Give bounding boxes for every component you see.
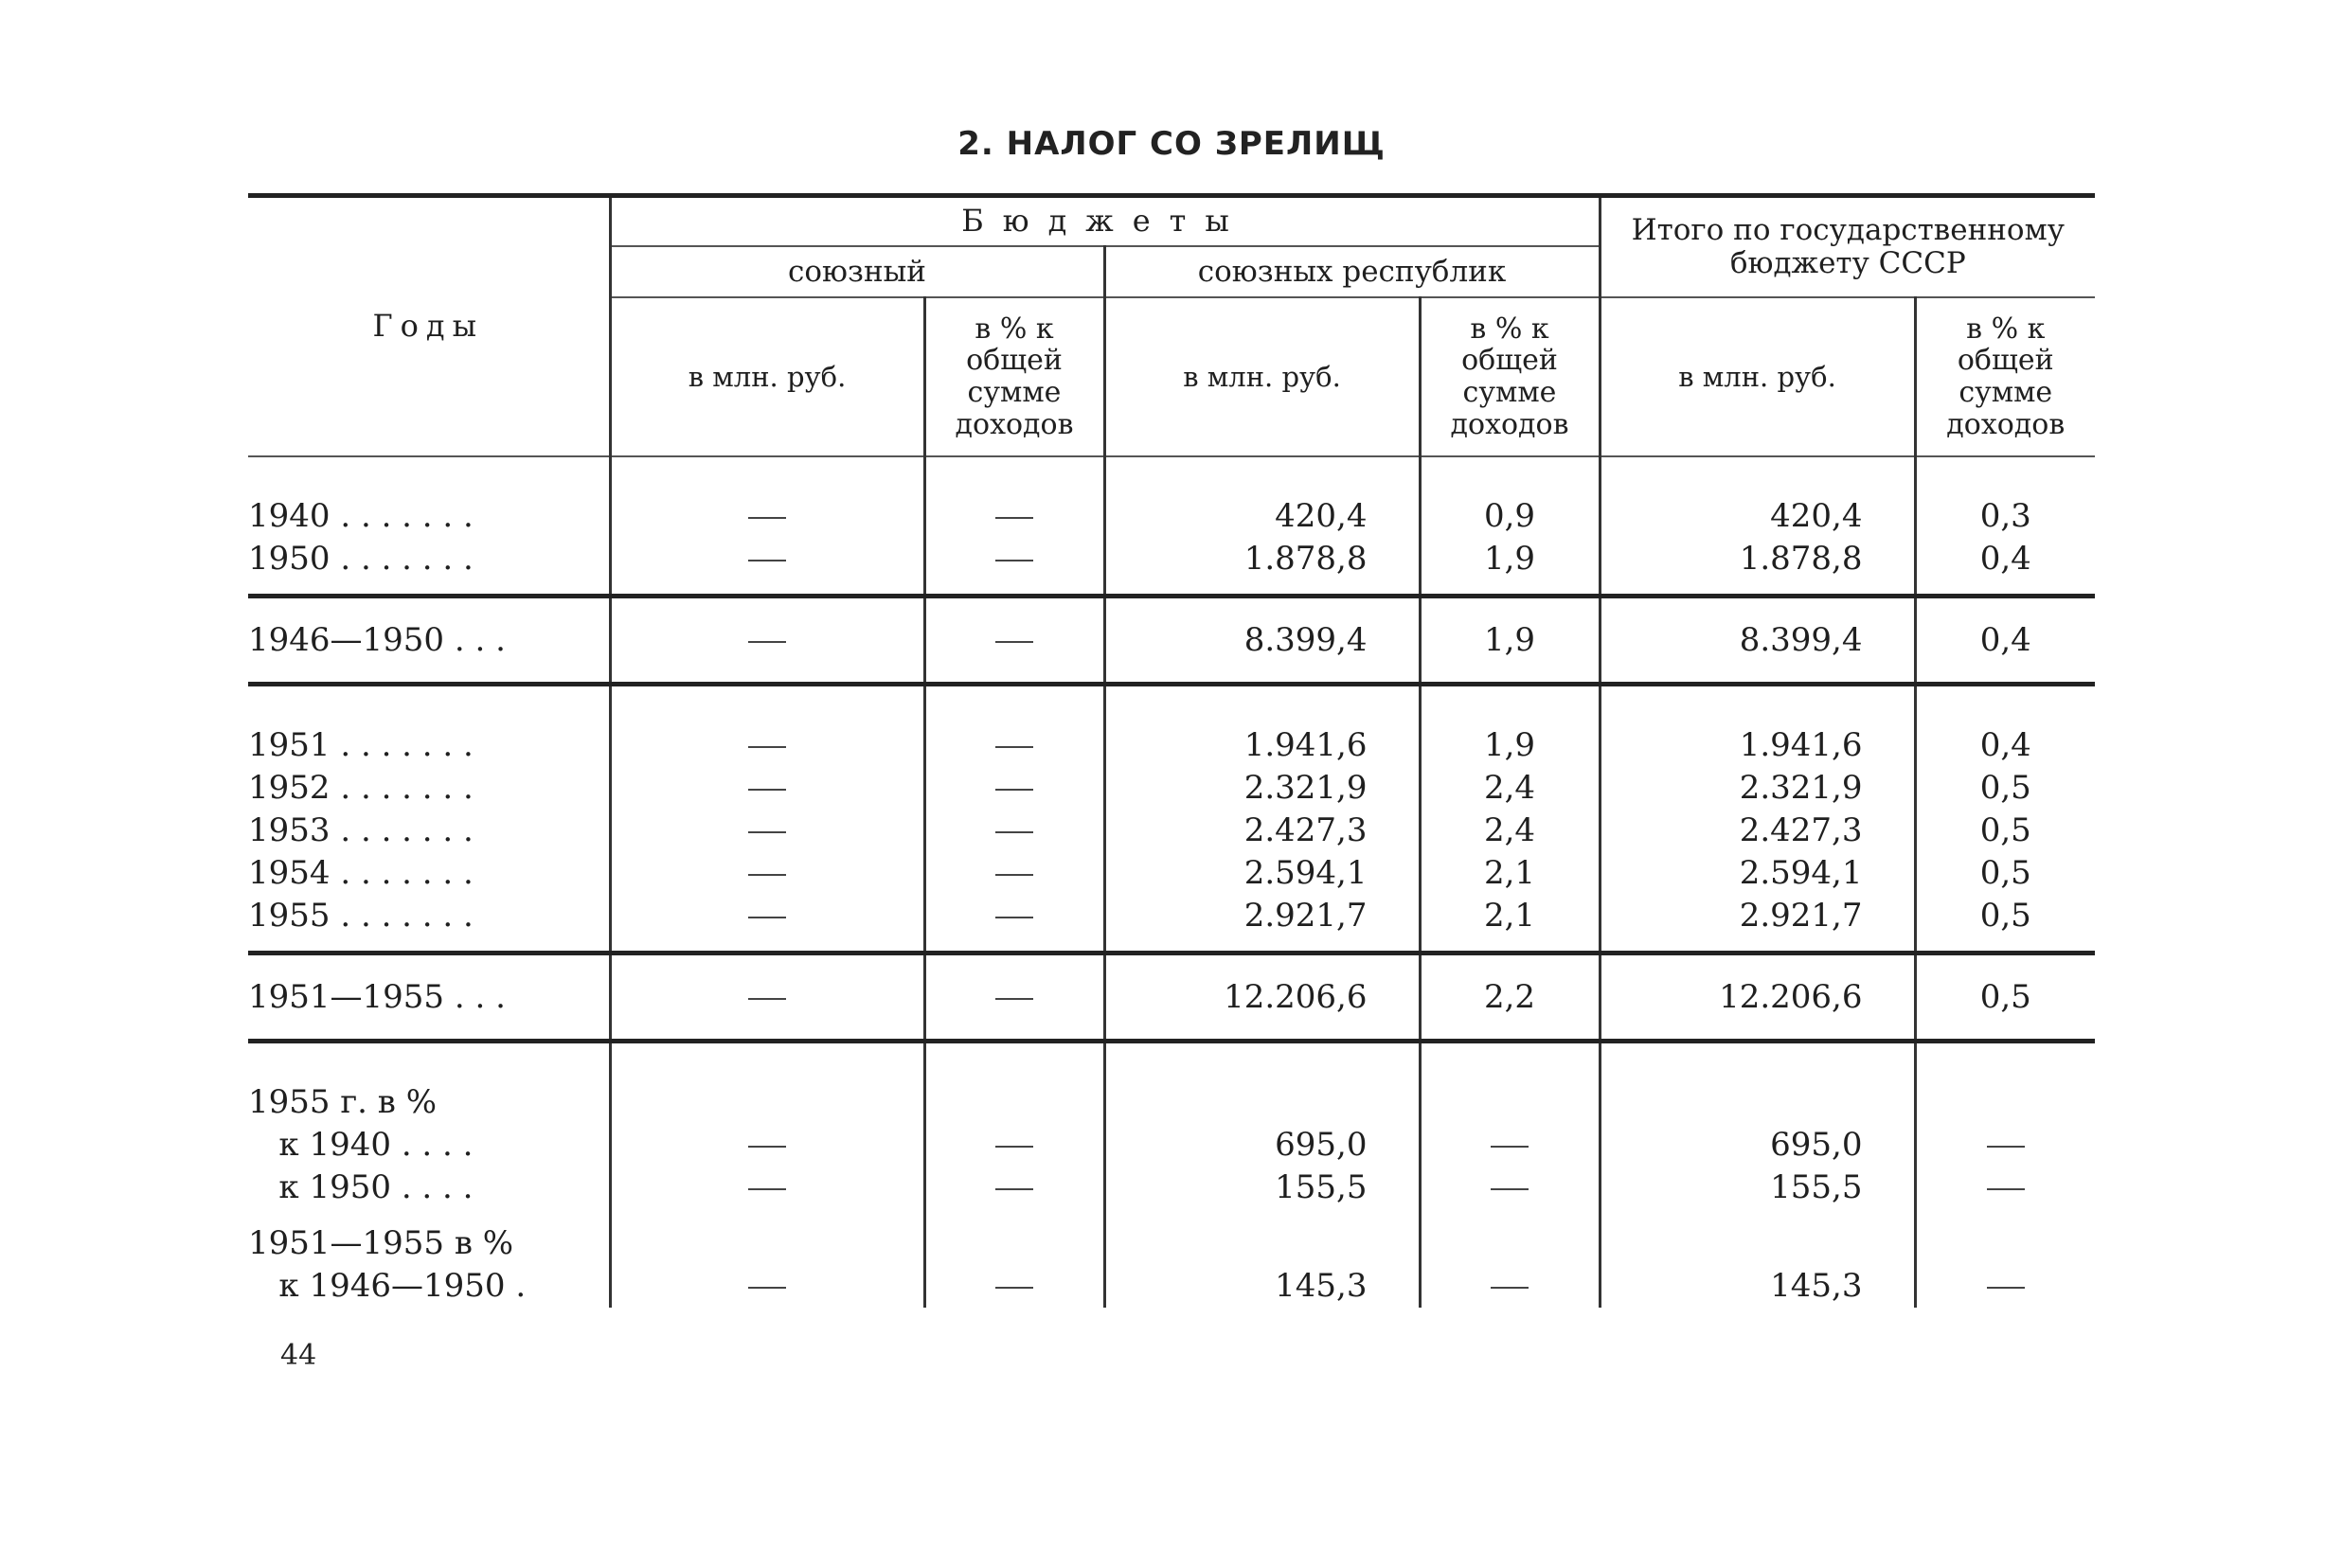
table-body bbox=[248, 456, 2095, 1308]
dash-mark bbox=[995, 1188, 1033, 1190]
cell-u-pct bbox=[924, 1265, 1104, 1308]
dash-mark bbox=[748, 560, 786, 561]
cell-u-mln bbox=[610, 895, 924, 937]
cell-u-pct bbox=[924, 1081, 1104, 1124]
header-republics: союзных республик bbox=[1104, 246, 1600, 297]
cell-u-pct bbox=[924, 767, 1104, 810]
cell-r-mln: 420,4 bbox=[1104, 495, 1420, 538]
header-republics-pct: в % к общей сумме доходов bbox=[1420, 297, 1600, 456]
dash-mark bbox=[1491, 1287, 1529, 1289]
spacer-cell bbox=[610, 1042, 924, 1082]
row-label: 1950 . . . . . . . bbox=[248, 538, 610, 580]
spacer-cell bbox=[1915, 580, 2095, 597]
cell-r-pct: 2,1 bbox=[1420, 895, 1600, 937]
spacer-cell bbox=[1915, 456, 2095, 495]
cell-r-pct: 0,9 bbox=[1420, 495, 1600, 538]
spacer-cell bbox=[1104, 937, 1420, 953]
spacer-cell bbox=[1104, 1209, 1420, 1222]
dash-mark bbox=[995, 789, 1033, 791]
cell-t-mln: 2.921,7 bbox=[1600, 895, 1915, 937]
dash-mark bbox=[748, 998, 786, 1000]
spacer-cell bbox=[1600, 937, 1915, 953]
header-budgets: Бюджеты bbox=[610, 196, 1600, 247]
table-row bbox=[248, 495, 2095, 538]
spacer-cell bbox=[1420, 580, 1600, 597]
cell-r-pct bbox=[1420, 1222, 1600, 1265]
row-label: 1953 . . . . . . . bbox=[248, 810, 610, 852]
cell-r-mln: 145,3 bbox=[1104, 1265, 1420, 1308]
cell-r-mln: 155,5 bbox=[1104, 1167, 1420, 1209]
cell-t-pct: 0,5 bbox=[1915, 953, 2095, 1042]
header-total: Итого по государственному бюджету СССР bbox=[1600, 196, 2095, 298]
dash-mark bbox=[748, 874, 786, 876]
row-label: 1952 . . . . . . . bbox=[248, 767, 610, 810]
cell-u-mln bbox=[610, 1265, 924, 1308]
dash-mark bbox=[748, 789, 786, 791]
spacer-cell bbox=[1104, 685, 1420, 725]
cell-t-mln: 1.941,6 bbox=[1600, 724, 1915, 767]
dash-mark bbox=[748, 1188, 786, 1190]
cell-t-pct bbox=[1915, 1167, 2095, 1209]
table-row bbox=[248, 1265, 2095, 1308]
row-label: к 1950 . . . . bbox=[248, 1167, 610, 1209]
spacer-cell bbox=[1600, 685, 1915, 725]
spacer-cell bbox=[1600, 580, 1915, 597]
cell-r-pct: 2,2 bbox=[1420, 953, 1600, 1042]
cell-t-pct: 0,4 bbox=[1915, 597, 2095, 685]
row-label: 1951 . . . . . . . bbox=[248, 724, 610, 767]
cell-r-mln: 2.427,3 bbox=[1104, 810, 1420, 852]
spacer-cell bbox=[924, 1042, 1104, 1082]
cell-r-pct bbox=[1420, 1081, 1600, 1124]
cell-t-mln: 2.321,9 bbox=[1600, 767, 1915, 810]
cell-t-mln: 420,4 bbox=[1600, 495, 1915, 538]
dash-mark bbox=[748, 517, 786, 519]
dash-mark bbox=[1987, 1188, 2025, 1190]
cell-u-pct bbox=[924, 538, 1104, 580]
cell-r-mln: 2.321,9 bbox=[1104, 767, 1420, 810]
cell-t-pct bbox=[1915, 1081, 2095, 1124]
cell-u-pct bbox=[924, 1167, 1104, 1209]
dash-mark bbox=[995, 1146, 1033, 1148]
dash-mark bbox=[748, 917, 786, 918]
spacer-cell bbox=[1600, 456, 1915, 495]
table-row bbox=[248, 538, 2095, 580]
header-republics-mln: в млн. руб. bbox=[1104, 297, 1420, 456]
spacer-cell bbox=[1420, 456, 1600, 495]
dash-mark bbox=[995, 1287, 1033, 1289]
cell-t-pct: 0,4 bbox=[1979, 726, 2031, 764]
spacer-cell bbox=[610, 685, 924, 725]
dash-mark bbox=[995, 746, 1033, 748]
cell-t-mln: 1.878,8 bbox=[1600, 538, 1915, 580]
cell-t-mln: 2.427,3 bbox=[1600, 810, 1915, 852]
dash-mark bbox=[995, 517, 1033, 519]
cell-u-pct bbox=[924, 810, 1104, 852]
spacer-cell bbox=[248, 580, 610, 597]
cell-u-mln bbox=[610, 1081, 924, 1124]
cell-t-mln: 145,3 bbox=[1600, 1265, 1915, 1308]
row-label: 1951—1955 . . . bbox=[248, 953, 610, 1042]
spacer-cell bbox=[248, 456, 610, 495]
cell-u-pct bbox=[924, 1124, 1104, 1167]
cell-t-pct: 0,5 bbox=[1979, 854, 2031, 892]
cell-u-mln bbox=[610, 1167, 924, 1209]
spacer-cell bbox=[1915, 937, 2095, 953]
table-row bbox=[248, 1081, 2095, 1124]
spacer-cell bbox=[1915, 685, 2095, 725]
header-union: союзный bbox=[610, 246, 1104, 297]
row-label: 1940 . . . . . . . bbox=[248, 495, 610, 538]
dash-mark bbox=[995, 874, 1033, 876]
row-label: к 1946—1950 . bbox=[248, 1265, 610, 1308]
cell-u-mln bbox=[610, 1222, 924, 1265]
table-title: 2. НАЛОГ СО ЗРЕЛИЩ bbox=[957, 125, 1386, 163]
row-label: к 1940 . . . . bbox=[248, 1124, 610, 1167]
cell-r-mln bbox=[1104, 1222, 1420, 1265]
cell-u-mln bbox=[610, 495, 924, 538]
spacer-cell bbox=[924, 456, 1104, 495]
cell-u-pct bbox=[924, 495, 1104, 538]
dash-mark bbox=[995, 641, 1033, 643]
cell-t-mln: 8.399,4 bbox=[1600, 597, 1915, 685]
cell-r-pct: 1,9 bbox=[1420, 538, 1600, 580]
cell-u-pct bbox=[924, 1222, 1104, 1265]
cell-t-mln: 2.594,1 bbox=[1600, 852, 1915, 895]
cell-t-pct bbox=[1915, 1124, 2095, 1167]
dash-mark bbox=[995, 998, 1033, 1000]
cell-u-pct bbox=[924, 953, 1104, 1042]
cell-t-mln: 695,0 bbox=[1600, 1124, 1915, 1167]
spacer-cell bbox=[1420, 937, 1600, 953]
cell-t-pct: 0,5 bbox=[1979, 897, 2031, 935]
spacer-cell bbox=[1600, 1042, 1915, 1082]
dash-mark bbox=[748, 641, 786, 643]
row-label: 1955 . . . . . . . bbox=[248, 895, 610, 937]
cell-u-pct bbox=[924, 724, 1104, 767]
spacer-cell bbox=[1104, 456, 1420, 495]
dash-mark bbox=[748, 1146, 786, 1148]
cell-r-pct: 2,1 bbox=[1420, 852, 1600, 895]
header-union-mln: в млн. руб. bbox=[610, 297, 924, 456]
spacer-cell bbox=[610, 580, 924, 597]
spacer-cell bbox=[1420, 1042, 1600, 1082]
cell-u-mln bbox=[610, 767, 924, 810]
spacer-cell bbox=[1420, 1209, 1600, 1222]
table-row bbox=[248, 1124, 2095, 1167]
cell-u-mln bbox=[610, 597, 924, 685]
cell-t-pct bbox=[1915, 1265, 2095, 1308]
total-row bbox=[248, 597, 2095, 685]
dash-mark bbox=[748, 1287, 786, 1289]
spacer-cell bbox=[1420, 685, 1600, 725]
dash-mark bbox=[1491, 1146, 1529, 1148]
cell-r-pct: 2,4 bbox=[1420, 767, 1600, 810]
row-label: 1955 г. в % bbox=[248, 1081, 610, 1124]
spacer-cell bbox=[610, 456, 924, 495]
cell-r-mln: 2.594,1 bbox=[1104, 852, 1420, 895]
table-row bbox=[248, 724, 2095, 767]
dash-mark bbox=[1491, 1188, 1529, 1190]
cell-u-mln bbox=[610, 810, 924, 852]
cell-r-mln bbox=[1104, 1081, 1420, 1124]
spacer-cell bbox=[610, 1209, 924, 1222]
tax-table bbox=[248, 193, 2095, 1308]
cell-t-pct: 0,3 bbox=[1979, 497, 2031, 535]
cell-r-pct bbox=[1420, 1167, 1600, 1209]
dash-mark bbox=[1987, 1146, 2025, 1148]
cell-r-pct bbox=[1420, 1265, 1600, 1308]
spacer-cell bbox=[248, 1209, 610, 1222]
table-row bbox=[248, 1167, 2095, 1209]
spacer-cell bbox=[248, 1042, 610, 1082]
header-total-mln: в млн. руб. bbox=[1600, 297, 1915, 456]
dash-mark bbox=[995, 917, 1033, 918]
row-label: 1951—1955 в % bbox=[248, 1222, 610, 1265]
header-union-pct: в % к общей сумме доходов bbox=[924, 297, 1104, 456]
cell-u-pct bbox=[924, 852, 1104, 895]
cell-u-mln bbox=[610, 852, 924, 895]
cell-r-pct: 1,9 bbox=[1420, 724, 1600, 767]
cell-u-pct bbox=[924, 895, 1104, 937]
spacer-cell bbox=[924, 580, 1104, 597]
spacer-cell bbox=[1104, 1042, 1420, 1082]
spacer-cell bbox=[1915, 1042, 2095, 1082]
header-years: Годы bbox=[248, 196, 610, 457]
page-number: 44 bbox=[280, 1339, 317, 1372]
cell-t-mln: 155,5 bbox=[1600, 1167, 1915, 1209]
cell-r-pct: 1,9 bbox=[1420, 597, 1600, 685]
row-label: 1954 . . . . . . . bbox=[248, 852, 610, 895]
dash-mark bbox=[995, 831, 1033, 833]
spacer-cell bbox=[1915, 1209, 2095, 1222]
spacer-cell bbox=[610, 937, 924, 953]
dash-mark bbox=[1987, 1287, 2025, 1289]
row-label: 1946—1950 . . . bbox=[248, 597, 610, 685]
table-row bbox=[248, 852, 2095, 895]
cell-t-pct: 0,4 bbox=[1979, 540, 2031, 578]
cell-u-pct bbox=[924, 597, 1104, 685]
cell-r-mln: 2.921,7 bbox=[1104, 895, 1420, 937]
table-row bbox=[248, 810, 2095, 852]
cell-u-mln bbox=[610, 953, 924, 1042]
cell-t-pct: 0,5 bbox=[1979, 811, 2031, 849]
header-total-pct: в % к общей сумме доходов bbox=[1915, 297, 2095, 456]
spacer-cell bbox=[1104, 580, 1420, 597]
cell-r-mln: 1.878,8 bbox=[1104, 538, 1420, 580]
cell-u-mln bbox=[610, 724, 924, 767]
dash-mark bbox=[748, 746, 786, 748]
cell-u-mln bbox=[610, 1124, 924, 1167]
spacer-cell bbox=[1600, 1209, 1915, 1222]
cell-r-pct: 2,4 bbox=[1420, 810, 1600, 852]
cell-t-pct bbox=[1915, 1222, 2095, 1265]
cell-u-mln bbox=[610, 538, 924, 580]
cell-t-mln: 12.206,6 bbox=[1600, 953, 1915, 1042]
cell-r-mln: 695,0 bbox=[1104, 1124, 1420, 1167]
table-row bbox=[248, 767, 2095, 810]
spacer-cell bbox=[924, 937, 1104, 953]
cell-t-pct: 0,5 bbox=[1979, 769, 2031, 807]
cell-r-mln: 12.206,6 bbox=[1104, 953, 1420, 1042]
spacer-cell bbox=[924, 1209, 1104, 1222]
spacer-cell bbox=[248, 937, 610, 953]
cell-t-mln bbox=[1600, 1081, 1915, 1124]
table-row bbox=[248, 895, 2095, 937]
dash-mark bbox=[748, 831, 786, 833]
spacer-cell bbox=[248, 685, 610, 725]
dash-mark bbox=[995, 560, 1033, 561]
total-row bbox=[248, 953, 2095, 1042]
spacer-cell bbox=[924, 685, 1104, 725]
cell-r-mln: 1.941,6 bbox=[1104, 724, 1420, 767]
table-row bbox=[248, 1222, 2095, 1265]
cell-r-pct bbox=[1420, 1124, 1600, 1167]
cell-t-mln bbox=[1600, 1222, 1915, 1265]
cell-r-mln: 8.399,4 bbox=[1104, 597, 1420, 685]
